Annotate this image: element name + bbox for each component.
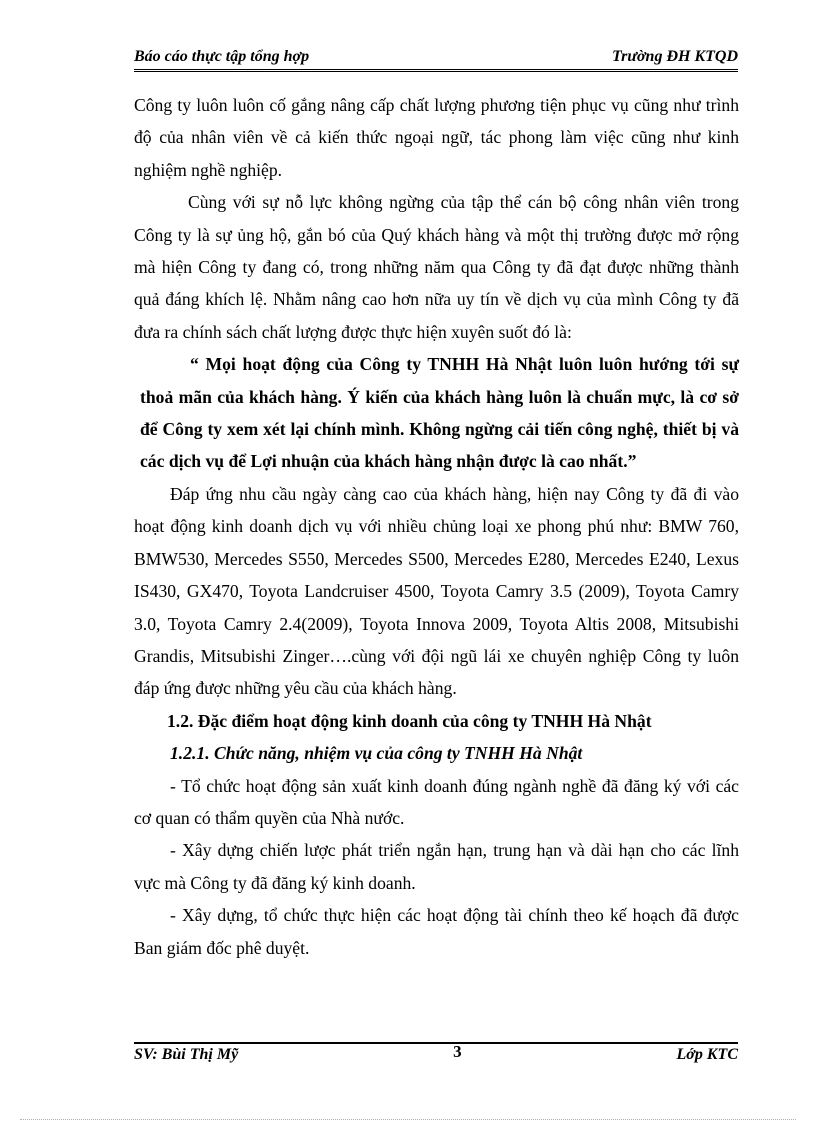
page-header bbox=[134, 48, 738, 72]
page-break-line bbox=[20, 1119, 796, 1120]
header-university: Trường ĐH KTQD bbox=[611, 48, 738, 65]
document-body bbox=[134, 89, 739, 964]
list-item: - Tổ chức hoạt động sản xuất kinh doanh đúng ngành nghề đã đăng ký với các cơ quan có thẩm quyền của Nhà nước. bbox=[134, 775, 739, 828]
paragraph: Cùng với sự nỗ lực không ngừng của tập thể cán bộ công nhân viên trong Công ty là sự ủng hộ, gắn bó của Quý khách hàng và một thị trường được mở rộng mà hiện Công ty đang có, trong những năm qua Công ty đã đạt được những thành quả đáng khích lệ. Nhằm nâng cao hơn nữa uy tín về dịch vụ của mình Công ty đã đưa ra chính sách chất lượng được thực hiện xuyên suốt đó là: bbox=[134, 192, 739, 342]
paragraph: Công ty luôn luôn cố gắng nâng cấp chất lượng phương tiện phục vụ cũng như trình độ của nhân viên về cả kiến thức ngoại ngữ, tác phong làm việc cũng như kinh nghiệm nghề nghiệp. bbox=[134, 95, 739, 180]
paragraph: Đáp ứng nhu cầu ngày càng cao của khách hàng, hiện nay Công ty đã đi vào hoạt động kinh doanh dịch vụ với nhiều chủng loại xe phong phú như: BMW 760, BMW530, Mercedes S550, Mercedes S500, Mercedes E280, Mercedes E240, Lexus IS430, GX470, Toyota Landcruiser 4500, Toyota Camry 3.5 (2009), Toyota Camry 3.0, Toyota Camry 2.4(2009), Toyota Innova 2009, Toyota Altis 2008, Mitsubishi Grandis, Mitsubishi Zinger….cùng với đội ngũ lái xe chuyên nghiệp Công ty luôn đáp ứng được những yêu cầu của khách hàng. bbox=[134, 483, 739, 699]
page-footer bbox=[134, 1042, 738, 1064]
list-item: - Xây dựng, tổ chức thực hiện các hoạt động tài chính theo kế hoạch đã được Ban giám đốc phê duyệt. bbox=[134, 905, 739, 958]
header-report-title: Báo cáo thực tập tổng hợp bbox=[134, 48, 310, 65]
page-number: 3 bbox=[453, 1042, 462, 1061]
subsection-heading: 1.2.1. Chức năng, nhiệm vụ của công ty TNHH Hà Nhật bbox=[170, 743, 583, 764]
footer-student-name: SV: Bùi Thị Mỹ bbox=[134, 1046, 239, 1063]
quality-policy-quote: “ Mọi hoạt động của Công ty TNHH Hà Nhật luôn luôn hướng tới sự thoả mãn của khách hàng. Ý kiến của khách hàng luôn là chuẩn mực, là cơ sở để Công ty xem xét lại chính mình. Không ngừng cải tiến công nghệ, thiết bị và các dịch vụ để Lợi nhuận của khách hàng nhận được là cao nhất.” bbox=[140, 354, 739, 472]
list-item: - Xây dựng chiến lược phát triển ngắn hạn, trung hạn và dài hạn cho các lĩnh vực mà Công ty đã đăng ký kinh doanh. bbox=[134, 840, 739, 893]
section-heading: 1.2. Đặc điểm hoạt động kinh doanh của công ty TNHH Hà Nhật bbox=[167, 710, 652, 731]
footer-class: Lớp KTC bbox=[676, 1046, 738, 1063]
